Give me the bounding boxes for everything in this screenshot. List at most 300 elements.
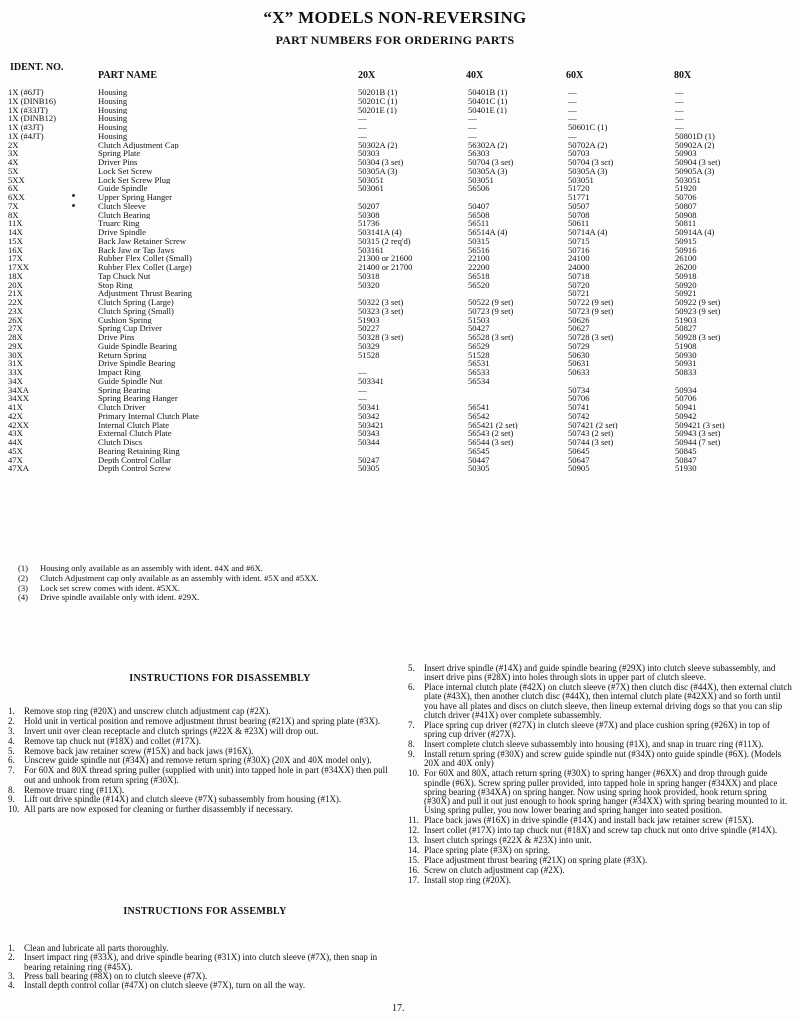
- cell-part-80x: [675, 377, 768, 386]
- cell-ident: 1X (#3JT): [8, 123, 44, 132]
- step-text: Place adjustment thrust bearing (#21X) on spring plate (#3X).: [424, 854, 648, 865]
- cell-part-60x: 50647: [568, 455, 590, 465]
- cell-part-40x: 22200: [468, 263, 490, 272]
- cell-ident: 34XA: [8, 385, 30, 395]
- cell-part-40x: 50401E (1): [468, 105, 507, 115]
- cell-part-60x: 50905: [568, 464, 590, 473]
- cell-part-80x: 50902A (2): [675, 140, 715, 150]
- table-row: [8, 368, 768, 377]
- cell-part-40x: 50427: [468, 324, 490, 333]
- cell-part-40x: 50401B (1): [468, 88, 508, 97]
- table-row: [8, 281, 768, 290]
- cell-part-80x: 50920: [675, 280, 697, 290]
- cell-part-80x: 50921: [675, 289, 697, 298]
- cell-part-40x: 56511: [468, 219, 490, 228]
- cell-ident: 42XX: [8, 420, 30, 430]
- instruction-step: [8, 727, 390, 736]
- cell-part-20x: 51903: [358, 315, 380, 325]
- table-row: [8, 324, 768, 333]
- footnote-mark: (3): [18, 582, 29, 593]
- instruction-step: [408, 856, 792, 865]
- step-text: Unscrew guide spindle nut (#34X) and remove return spring (#30X) (20X and 40X model only).: [24, 755, 372, 766]
- cell-part-60x: —: [568, 114, 577, 123]
- instruction-step: [408, 683, 792, 720]
- cell-part-40x: —: [468, 123, 477, 132]
- cell-part-name: Return Spring: [98, 350, 147, 360]
- cell-part-80x: 26200: [675, 263, 697, 272]
- cell-part-name: Spring Bearing Hanger: [98, 394, 178, 403]
- cell-ident: 41X: [8, 403, 23, 412]
- instruction-step: [408, 826, 792, 835]
- cell-part-20x: 50318: [358, 271, 380, 281]
- cell-part-60x: —: [568, 131, 577, 141]
- step-text: Screw on clutch adjustment cap (#2X).: [424, 864, 565, 875]
- step-number: 3.: [8, 970, 15, 981]
- cell-part-80x: 50904 (3 set): [675, 158, 721, 167]
- cell-part-80x: 50847: [675, 455, 697, 465]
- step-number: 14.: [408, 844, 420, 855]
- cell-ident: 45X: [8, 446, 23, 456]
- table-row: [8, 176, 768, 185]
- instruction-step: [8, 795, 390, 804]
- table-row: [8, 438, 768, 447]
- instruction-step: [8, 747, 390, 756]
- footnote-mark: (4): [18, 592, 29, 603]
- step-number: 16.: [408, 864, 420, 875]
- instruction-step: [8, 766, 390, 785]
- cell-ident: 43X: [8, 429, 23, 438]
- cell-ident: 22X: [8, 298, 23, 307]
- cell-ident: 1X (DINB16): [8, 96, 56, 106]
- cell-part-60x: 50702A (2): [568, 140, 608, 150]
- cell-part-60x: 50601C (1): [568, 123, 608, 132]
- cell-ident: 1X (#6JT): [8, 88, 44, 97]
- cell-ident: 33X: [8, 368, 23, 377]
- cell-part-60x: 51771: [568, 193, 590, 202]
- instruction-step: [408, 836, 792, 845]
- cell-part-80x: 50942: [675, 411, 697, 421]
- step-number: 2.: [8, 952, 15, 963]
- step-number: 5.: [8, 745, 15, 756]
- cell-part-80x: 50928 (3 set): [675, 333, 721, 342]
- cell-part-80x: 51930: [675, 464, 697, 473]
- step-number: 6.: [8, 755, 15, 766]
- cell-part-60x: 50631: [568, 359, 590, 368]
- step-text: Remove truarc ring (#11X).: [24, 784, 125, 795]
- table-row: [8, 263, 768, 272]
- page-number: 17.: [392, 1003, 405, 1014]
- step-text: Press ball bearing (#8X) on to clutch sleeve (#7X).: [24, 970, 208, 981]
- cell-ident: 6XX: [8, 193, 25, 202]
- cell-part-80x: 50914A (4): [675, 228, 715, 237]
- cell-part-40x: 50447: [468, 455, 490, 465]
- footnote-text: Housing only available as an assembly with ident. #4X and #6X.: [40, 563, 263, 573]
- cell-part-80x: 50934: [675, 385, 697, 395]
- cell-part-60x: 50708: [568, 210, 590, 220]
- step-text: Place internal clutch plate (#42X) on clutch sleeve (#7X) then clutch disc (#44X), then external clutch plate (#43X), then another clutch disc (#44X), then internal clutch plate (#42XX) and so forth until you have all plates and discs on clutch sleeve, then lineup external driving dogs so that you can slip clutch driver (#41X) over complete subassembly.: [424, 682, 792, 721]
- cell-part-name: Lock Set Screw: [98, 166, 153, 176]
- instruction-step: [8, 737, 390, 746]
- cell-part-80x: 50706: [675, 193, 697, 202]
- cell-part-40x: 56518: [468, 271, 490, 281]
- cell-part-name: Clutch Spring (Large): [98, 298, 174, 307]
- cell-part-40x: —: [468, 114, 477, 123]
- table-row: [8, 106, 768, 115]
- step-number: 6.: [408, 682, 415, 693]
- cell-part-40x: 56303: [468, 149, 490, 158]
- table-row: [8, 158, 768, 167]
- cell-part-80x: —: [675, 123, 684, 132]
- cell-part-20x: 51736: [358, 219, 380, 228]
- cell-part-40x: 50522 (9 set): [468, 298, 514, 307]
- step-text: Clean and lubricate all parts thoroughly.: [24, 943, 169, 953]
- cell-part-name: Lock Set Screw Plug: [98, 175, 171, 185]
- cell-part-name: Drive Spindle Bearing: [98, 359, 176, 368]
- cell-part-40x: 56545: [468, 446, 490, 456]
- cell-part-name: Clutch Bearing: [98, 210, 151, 220]
- instruction-step: [408, 846, 792, 855]
- cell-part-80x: 51920: [675, 184, 697, 193]
- cell-ident: 6X: [8, 184, 19, 193]
- cell-part-name: Housing: [98, 114, 128, 123]
- cell-part-20x: —: [358, 131, 367, 141]
- cell-part-40x: [468, 193, 568, 202]
- cell-part-80x: 50903: [675, 149, 697, 158]
- instruction-step: [8, 756, 390, 765]
- table-row: [8, 316, 768, 325]
- cell-part-80x: 50943 (3 set): [675, 429, 721, 438]
- cell-part-40x: 56528 (3 set): [468, 333, 514, 342]
- cell-part-name: Depth Control Collar: [98, 455, 172, 465]
- cell-part-80x: 50931: [675, 359, 697, 368]
- table-row: [8, 97, 768, 106]
- cell-part-name: Upper Spring Hanger: [98, 193, 172, 202]
- cell-part-40x: 51528: [468, 350, 490, 360]
- step-number: 2.: [8, 715, 15, 726]
- cell-part-60x: 50626: [568, 315, 590, 325]
- cell-ident: 5X: [8, 166, 19, 176]
- cell-ident: 34XX: [8, 394, 30, 403]
- cell-part-20x: 50322 (3 set): [358, 298, 404, 307]
- header-80x: 80X: [674, 70, 692, 81]
- step-text: Place spring plate (#3X) on spring.: [424, 844, 550, 855]
- cell-part-20x: 503051: [358, 175, 384, 185]
- table-row: [8, 333, 768, 342]
- cell-part-40x: 56531: [468, 359, 490, 368]
- cell-part-40x: 56534: [468, 376, 490, 386]
- step-number: 17.: [408, 874, 420, 885]
- cell-ident: 7X: [8, 201, 19, 211]
- cell-ident: 18X: [8, 271, 23, 281]
- step-number: 4.: [8, 980, 15, 991]
- cell-part-60x: 24000: [568, 263, 590, 272]
- cell-part-80x: 50833: [675, 368, 697, 377]
- cell-part-20x: 51528: [358, 350, 380, 360]
- cell-part-name: Clutch Spring (Small): [98, 306, 174, 316]
- cell-part-60x: 50706: [568, 394, 590, 403]
- step-text: All parts are now exposed for cleaning or further disassembly if necessary.: [24, 804, 293, 815]
- step-text: For 60X and 80X thread spring puller (supplied with unit) into tapped hole in part (#34XX) then pull out and unhook from return spring (#30X).: [24, 765, 388, 785]
- cell-part-60x: 50742: [568, 411, 590, 421]
- table-row: [8, 211, 768, 220]
- cell-part-name: Stop Ring: [98, 280, 133, 290]
- instruction-step: [408, 876, 792, 885]
- table-row: [8, 193, 768, 202]
- cell-part-name: Tap Chuck Nut: [98, 271, 151, 281]
- cell-part-20x: 50227: [358, 324, 380, 333]
- cell-part-40x: 51503: [468, 315, 490, 325]
- cell-part-20x: —: [358, 394, 367, 403]
- cell-part-20x: 21400 or 21700: [358, 263, 413, 272]
- cell-part-40x: 50315: [468, 236, 490, 246]
- cell-part-60x: 50630: [568, 350, 590, 360]
- cell-ident: 31X: [8, 359, 23, 368]
- table-row: [8, 88, 768, 97]
- cell-part-40x: 56516: [468, 245, 490, 255]
- disassembly-steps: [8, 707, 390, 815]
- header-part-name: PART NAME: [98, 70, 157, 81]
- cell-part-20x: 503341: [358, 376, 384, 386]
- step-number: 9.: [408, 749, 415, 760]
- cell-part-20x: 503141A (4): [358, 228, 402, 237]
- cell-part-name: Driver Pins: [98, 158, 138, 167]
- cell-part-60x: 50715: [568, 236, 590, 246]
- cell-ident: 1X (#4JT): [8, 131, 44, 141]
- step-number: 7.: [408, 719, 415, 730]
- cell-part-40x: [468, 394, 568, 403]
- step-number: 12.: [408, 825, 420, 836]
- cell-part-60x: 50718: [568, 271, 590, 281]
- cell-ident: 4X: [8, 158, 19, 167]
- step-text: Remove stop ring (#20X) and unscrew clutch adjustment cap (#2X).: [24, 706, 271, 716]
- step-number: 7.: [8, 765, 15, 776]
- cell-part-name: Clutch Driver: [98, 403, 146, 412]
- step-text: Install stop ring (#20X).: [424, 874, 511, 885]
- step-number: 15.: [408, 854, 420, 865]
- disassembly-heading: INSTRUCTIONS FOR DISASSEMBLY: [129, 673, 311, 684]
- instruction-step: [8, 953, 390, 972]
- step-number: 3.: [8, 725, 15, 736]
- table-row: [8, 123, 768, 132]
- cell-part-20x: 50342: [358, 411, 380, 421]
- cell-part-60x: 50305A (3): [568, 166, 608, 176]
- cell-part-60x: 24100: [568, 254, 590, 263]
- table-row: [8, 167, 768, 176]
- step-number: 13.: [408, 835, 420, 846]
- cell-part-40x: 56529: [468, 341, 490, 351]
- step-number: 8.: [8, 784, 15, 795]
- table-row: [8, 394, 768, 403]
- cell-part-20x: —: [358, 385, 367, 395]
- cell-part-60x: —: [568, 105, 577, 115]
- cell-part-20x: [358, 193, 468, 202]
- cell-part-name: Primary Internal Clutch Plate: [98, 411, 199, 421]
- instruction-step: [8, 805, 390, 814]
- assembly-steps-continued: [408, 664, 792, 886]
- step-text: For 60X and 80X, attach return spring (#30X) to spring hanger (#6XX) and drop through guide spindle (#6X). Screw spring puller provided, into tapped hole in spring hanger (#34XX) and place spring bearing (#34XA) on spring hanger. Now using spring hook provided, hook return spring (#30X) and pull it out just enough to hook spring hanger (#34XX) with spring bearing mounted to it. Using spring puller, you now lower bearing and spring hanger into seated position.: [424, 768, 787, 816]
- cell-part-name: Spring Cup Driver: [98, 324, 162, 333]
- cell-part-name: Rubber Flex Collet (Large): [98, 263, 192, 272]
- cell-part-name: Cushion Spring: [98, 315, 152, 325]
- footnote-text: Clutch Adjustment cap only available as an assembly with ident. #5X and #5XX.: [40, 572, 319, 583]
- step-text: Remove back jaw retainer screw (#15X) and back jaws (#16X).: [24, 745, 254, 756]
- cell-part-40x: [468, 289, 568, 298]
- footnote-mark: (2): [18, 572, 29, 583]
- instruction-step: [408, 740, 792, 749]
- cell-part-20x: 50328 (3 set): [358, 333, 404, 342]
- cell-part-60x: 50714A (4): [568, 228, 608, 237]
- cell-part-name: Drive Spindle: [98, 228, 146, 237]
- table-row: [8, 141, 768, 150]
- cell-part-name: Clutch Adjustment Cap: [98, 140, 179, 150]
- instruction-step: [8, 717, 390, 726]
- table-row: [8, 359, 768, 368]
- cell-part-40x: 50305: [468, 464, 490, 473]
- cell-ident: 11X: [8, 219, 23, 228]
- step-text: Insert clutch springs (#22X & #23X) into unit.: [424, 835, 592, 846]
- step-text: Insert drive spindle (#14X) and guide spindle bearing (#29X) into clutch sleeve subassembly, and insert drive pins (#28X) into holes through slots in upper part of clutch sleeve.: [424, 663, 776, 683]
- cell-part-80x: 50905A (3): [675, 166, 715, 176]
- step-text: Place back jaws (#16X) in drive spindle (#14X) and install back jaw retainer screw (#15X).: [424, 815, 754, 826]
- cell-part-name: Clutch Discs: [98, 438, 143, 447]
- cell-part-80x: 50915: [675, 236, 697, 246]
- cell-part-80x: 50811: [675, 219, 697, 228]
- cell-part-80x: 50930: [675, 350, 697, 360]
- cell-part-name: Guide Spindle: [98, 184, 148, 193]
- table-row: [8, 351, 768, 360]
- table-row: [8, 289, 768, 298]
- parts-table-body: [8, 88, 768, 473]
- cell-part-80x: 50908: [675, 210, 697, 220]
- cell-part-20x: 50303: [358, 149, 380, 158]
- scan-speck: [72, 204, 75, 207]
- step-text: Insert impact ring (#33X), and drive spindle bearing (#31X) into clutch sleeve (#7X), then snap in bearing retaining ring (#45X).: [24, 952, 378, 972]
- cell-part-80x: —: [675, 96, 684, 106]
- cell-ident: 47X: [8, 455, 23, 465]
- cell-part-80x: 26100: [675, 254, 697, 263]
- step-number: 1.: [8, 943, 15, 953]
- cell-part-60x: 50721: [568, 289, 590, 298]
- cell-part-20x: 503421: [358, 420, 384, 430]
- cell-part-name: Drive Pins: [98, 333, 135, 342]
- cell-part-40x: —: [468, 131, 477, 141]
- cell-part-60x: 50741: [568, 403, 590, 412]
- cell-part-20x: 503161: [358, 245, 384, 255]
- cell-part-name: Housing: [98, 96, 128, 106]
- table-row: [8, 114, 768, 123]
- page-subtitle: PART NUMBERS FOR ORDERING PARTS: [275, 33, 515, 47]
- cell-part-80x: 50845: [675, 446, 697, 456]
- cell-part-60x: —: [568, 88, 577, 97]
- cell-part-20x: 50343: [358, 429, 380, 438]
- cell-part-name: Housing: [98, 131, 128, 141]
- instruction-step: [408, 721, 792, 740]
- cell-part-name: Back Jaw or Tap Jaws: [98, 245, 175, 255]
- cell-part-name: Housing: [98, 88, 128, 97]
- cell-part-80x: —: [675, 105, 684, 115]
- table-row: [8, 228, 768, 237]
- table-row: [8, 246, 768, 255]
- cell-part-name: Housing: [98, 123, 128, 132]
- header-ident: IDENT. NO.: [10, 62, 64, 73]
- cell-ident: 27X: [8, 324, 23, 333]
- table-row: [8, 237, 768, 246]
- step-text: Install return spring (#30X) and screw guide spindle nut (#34X) onto guide spindle (#6X). (Models 20X and 40X only): [424, 749, 782, 769]
- cell-ident: 28X: [8, 333, 23, 342]
- cell-ident: 5XX: [8, 175, 25, 185]
- cell-part-60x: 50507: [568, 201, 590, 211]
- cell-part-40x: 56541: [468, 403, 490, 412]
- step-number: 1.: [8, 706, 15, 716]
- cell-part-80x: 50941: [675, 403, 697, 412]
- cell-part-40x: [468, 386, 568, 395]
- table-row: [8, 386, 768, 395]
- cell-part-name: Back Jaw Retainer Screw: [98, 236, 187, 246]
- footnote-text: Lock set screw comes with ident. #5XX.: [40, 582, 180, 593]
- step-number: 4.: [8, 735, 15, 746]
- cell-part-60x: —: [568, 96, 577, 106]
- cell-part-name: Guide Spindle Bearing: [98, 341, 177, 351]
- cell-part-20x: 50302A (2): [358, 140, 398, 150]
- footnote-mark: (1): [18, 563, 29, 573]
- cell-part-20x: [358, 447, 468, 456]
- cell-part-20x: [358, 359, 468, 368]
- cell-part-80x: 503051: [675, 175, 701, 185]
- cell-part-60x: 50704 (3 sct): [568, 158, 614, 167]
- cell-part-name: Internal Clutch Plate: [98, 420, 170, 430]
- instruction-step: [8, 786, 390, 795]
- cell-part-80x: —: [675, 114, 684, 123]
- header-60x: 60X: [566, 70, 584, 81]
- footnote-text: Drive spindle available only with ident. #29X.: [40, 592, 200, 603]
- cell-part-20x: 50247: [358, 455, 380, 465]
- table-row: [8, 202, 768, 211]
- cell-ident: 21X: [8, 289, 23, 298]
- footnotes: [18, 564, 578, 603]
- cell-part-20x: 50201C (1): [358, 96, 398, 106]
- cell-part-20x: [358, 289, 468, 298]
- cell-ident: 29X: [8, 341, 23, 351]
- assembly-steps: [8, 944, 390, 990]
- table-row: [8, 447, 768, 456]
- table-row: [8, 307, 768, 316]
- cell-part-name: Impact Ring: [98, 368, 141, 377]
- cell-ident: 8X: [8, 210, 19, 220]
- cell-part-20x: 50201B (1): [358, 88, 398, 97]
- table-row: [8, 219, 768, 228]
- table-row: [8, 298, 768, 307]
- cell-part-40x: 56302A (2): [468, 140, 508, 150]
- cell-part-80x: 50706: [675, 394, 697, 403]
- table-row: [8, 149, 768, 158]
- instruction-step: [408, 866, 792, 875]
- cell-part-name: Rubber Flex Collet (Small): [98, 254, 192, 263]
- cell-part-60x: [568, 377, 675, 386]
- step-text: Install depth control collar (#47X) on clutch sleeve (#7X), turn on all the way.: [24, 980, 306, 991]
- cell-part-40x: 56542: [468, 411, 490, 421]
- cell-part-20x: 21300 or 21600: [358, 254, 413, 263]
- instruction-step: [408, 750, 792, 769]
- cell-part-40x: 56544 (3 set): [468, 438, 514, 447]
- cell-part-60x: 50723 (9 set): [568, 306, 614, 316]
- cell-ident: 17XX: [8, 263, 30, 272]
- step-text: Lift out drive spindle (#14X) and clutch sleeve (#7X) subassembly from housing (#1X).: [24, 794, 342, 805]
- cell-part-40x: 565421 (2 set): [468, 420, 518, 430]
- instruction-step: [408, 769, 792, 815]
- table-row: [8, 421, 768, 430]
- cell-part-80x: 50944 (7 set): [675, 438, 721, 447]
- step-number: 9.: [8, 794, 15, 805]
